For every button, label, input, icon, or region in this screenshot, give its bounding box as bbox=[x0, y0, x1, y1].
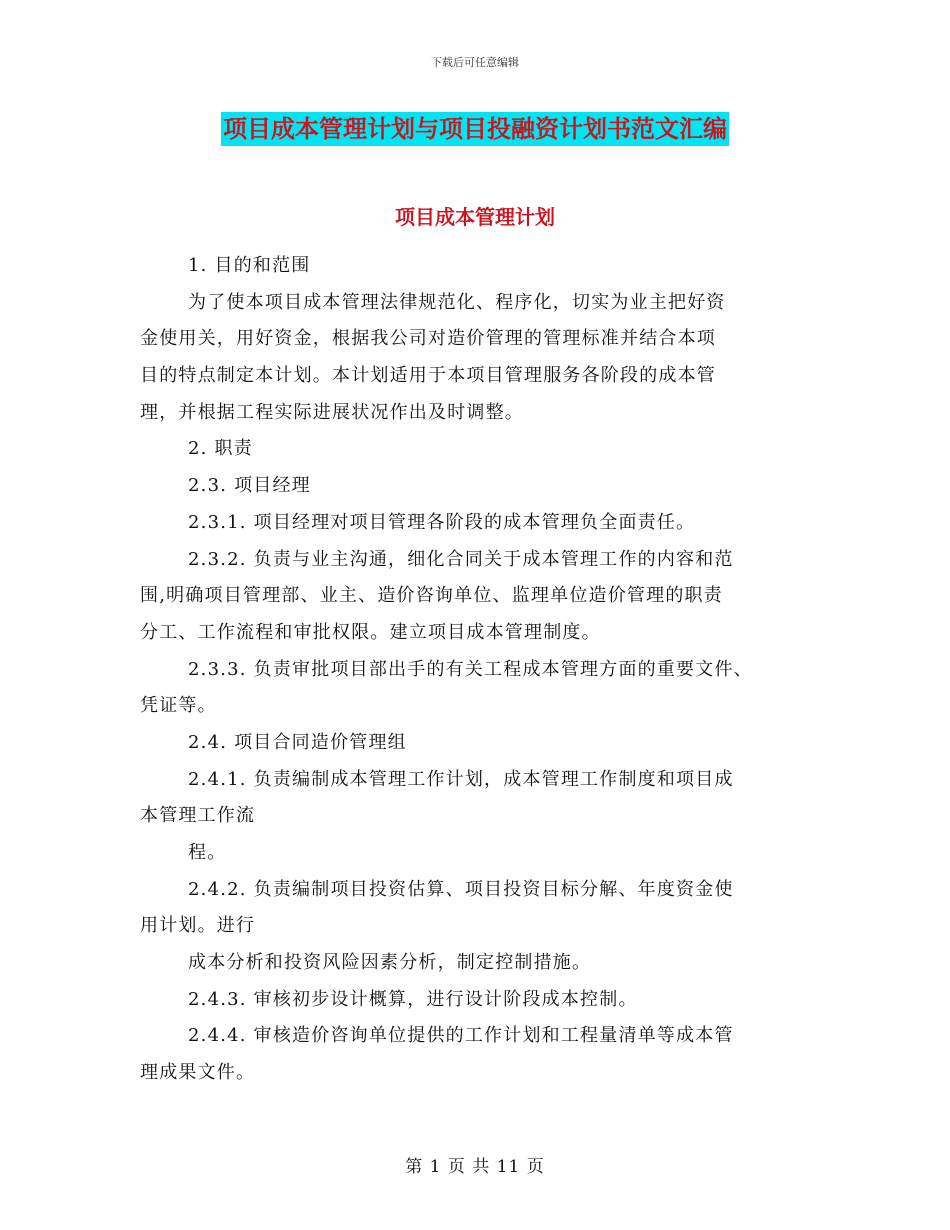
body-line: 2.4. 项目合同造价管理组 bbox=[188, 731, 407, 753]
document-title: 项目成本管理计划与项目投融资计划书范文汇编 bbox=[221, 112, 729, 146]
body-line: 本管理工作流 bbox=[140, 805, 256, 827]
body-line: 2. 职责 bbox=[188, 438, 253, 460]
body-line: 金使用关，用好资金，根据我公司对造价管理的管理标准并结合本项 bbox=[140, 328, 716, 350]
body-line: 成本分析和投资风险因素分析，制定控制措施。 bbox=[188, 952, 592, 974]
body-line: 围,明确项目管理部、业主、造价咨询单位、监理单位造价管理的职责 bbox=[140, 585, 723, 607]
body-line: 2.3.2. 负责与业主沟通，细化合同关于成本管理工作的内容和范 bbox=[188, 548, 734, 570]
body-line: 理成果文件。 bbox=[140, 1062, 256, 1084]
section-title: 项目成本管理计划 bbox=[395, 205, 555, 229]
body-line: 2.3.3. 负责审批项目部出手的有关工程成本管理方面的重要文件、 bbox=[188, 658, 753, 680]
body-line: 2.3.1. 项目经理对项目管理各阶段的成本管理负全面责任。 bbox=[188, 511, 696, 533]
body-line: 凭证等。 bbox=[140, 695, 217, 717]
body-line: 目的特点制定本计划。本计划适用于本项目管理服务各阶段的成本管 bbox=[140, 365, 716, 387]
body-line: 2.3. 项目经理 bbox=[188, 475, 311, 497]
body-line: 理，并根据工程实际进展状况作出及时调整。 bbox=[140, 401, 524, 423]
body-line: 程。 bbox=[188, 842, 227, 863]
body-line: 2.4.1. 负责编制成本管理工作计划，成本管理工作制度和项目成 bbox=[188, 768, 734, 790]
body-line: 分工、工作流程和审批权限。建立项目成本管理制度。 bbox=[140, 621, 601, 643]
page-number-footer: 第 1 页 共 11 页 bbox=[405, 1157, 545, 1177]
page-header-note: 下载后可任意编辑 bbox=[431, 56, 519, 69]
body-line: 1. 目的和范围 bbox=[188, 255, 311, 276]
document-title-wrapper bbox=[0, 112, 950, 146]
body-line: 用计划。进行 bbox=[140, 915, 256, 937]
document-body bbox=[140, 248, 830, 1092]
body-line: 为了使本项目成本管理法律规范化、程序化，切实为业主把好资 bbox=[188, 291, 726, 313]
body-line: 2.4.3. 审核初步设计概算，进行设计阶段成本控制。 bbox=[188, 988, 638, 1010]
body-line: 2.4.2. 负责编制项目投资估算、项目投资目标分解、年度资金使 bbox=[188, 878, 734, 900]
body-line: 2.4.4. 审核造价咨询单位提供的工作计划和工程量清单等成本管 bbox=[188, 1025, 734, 1047]
